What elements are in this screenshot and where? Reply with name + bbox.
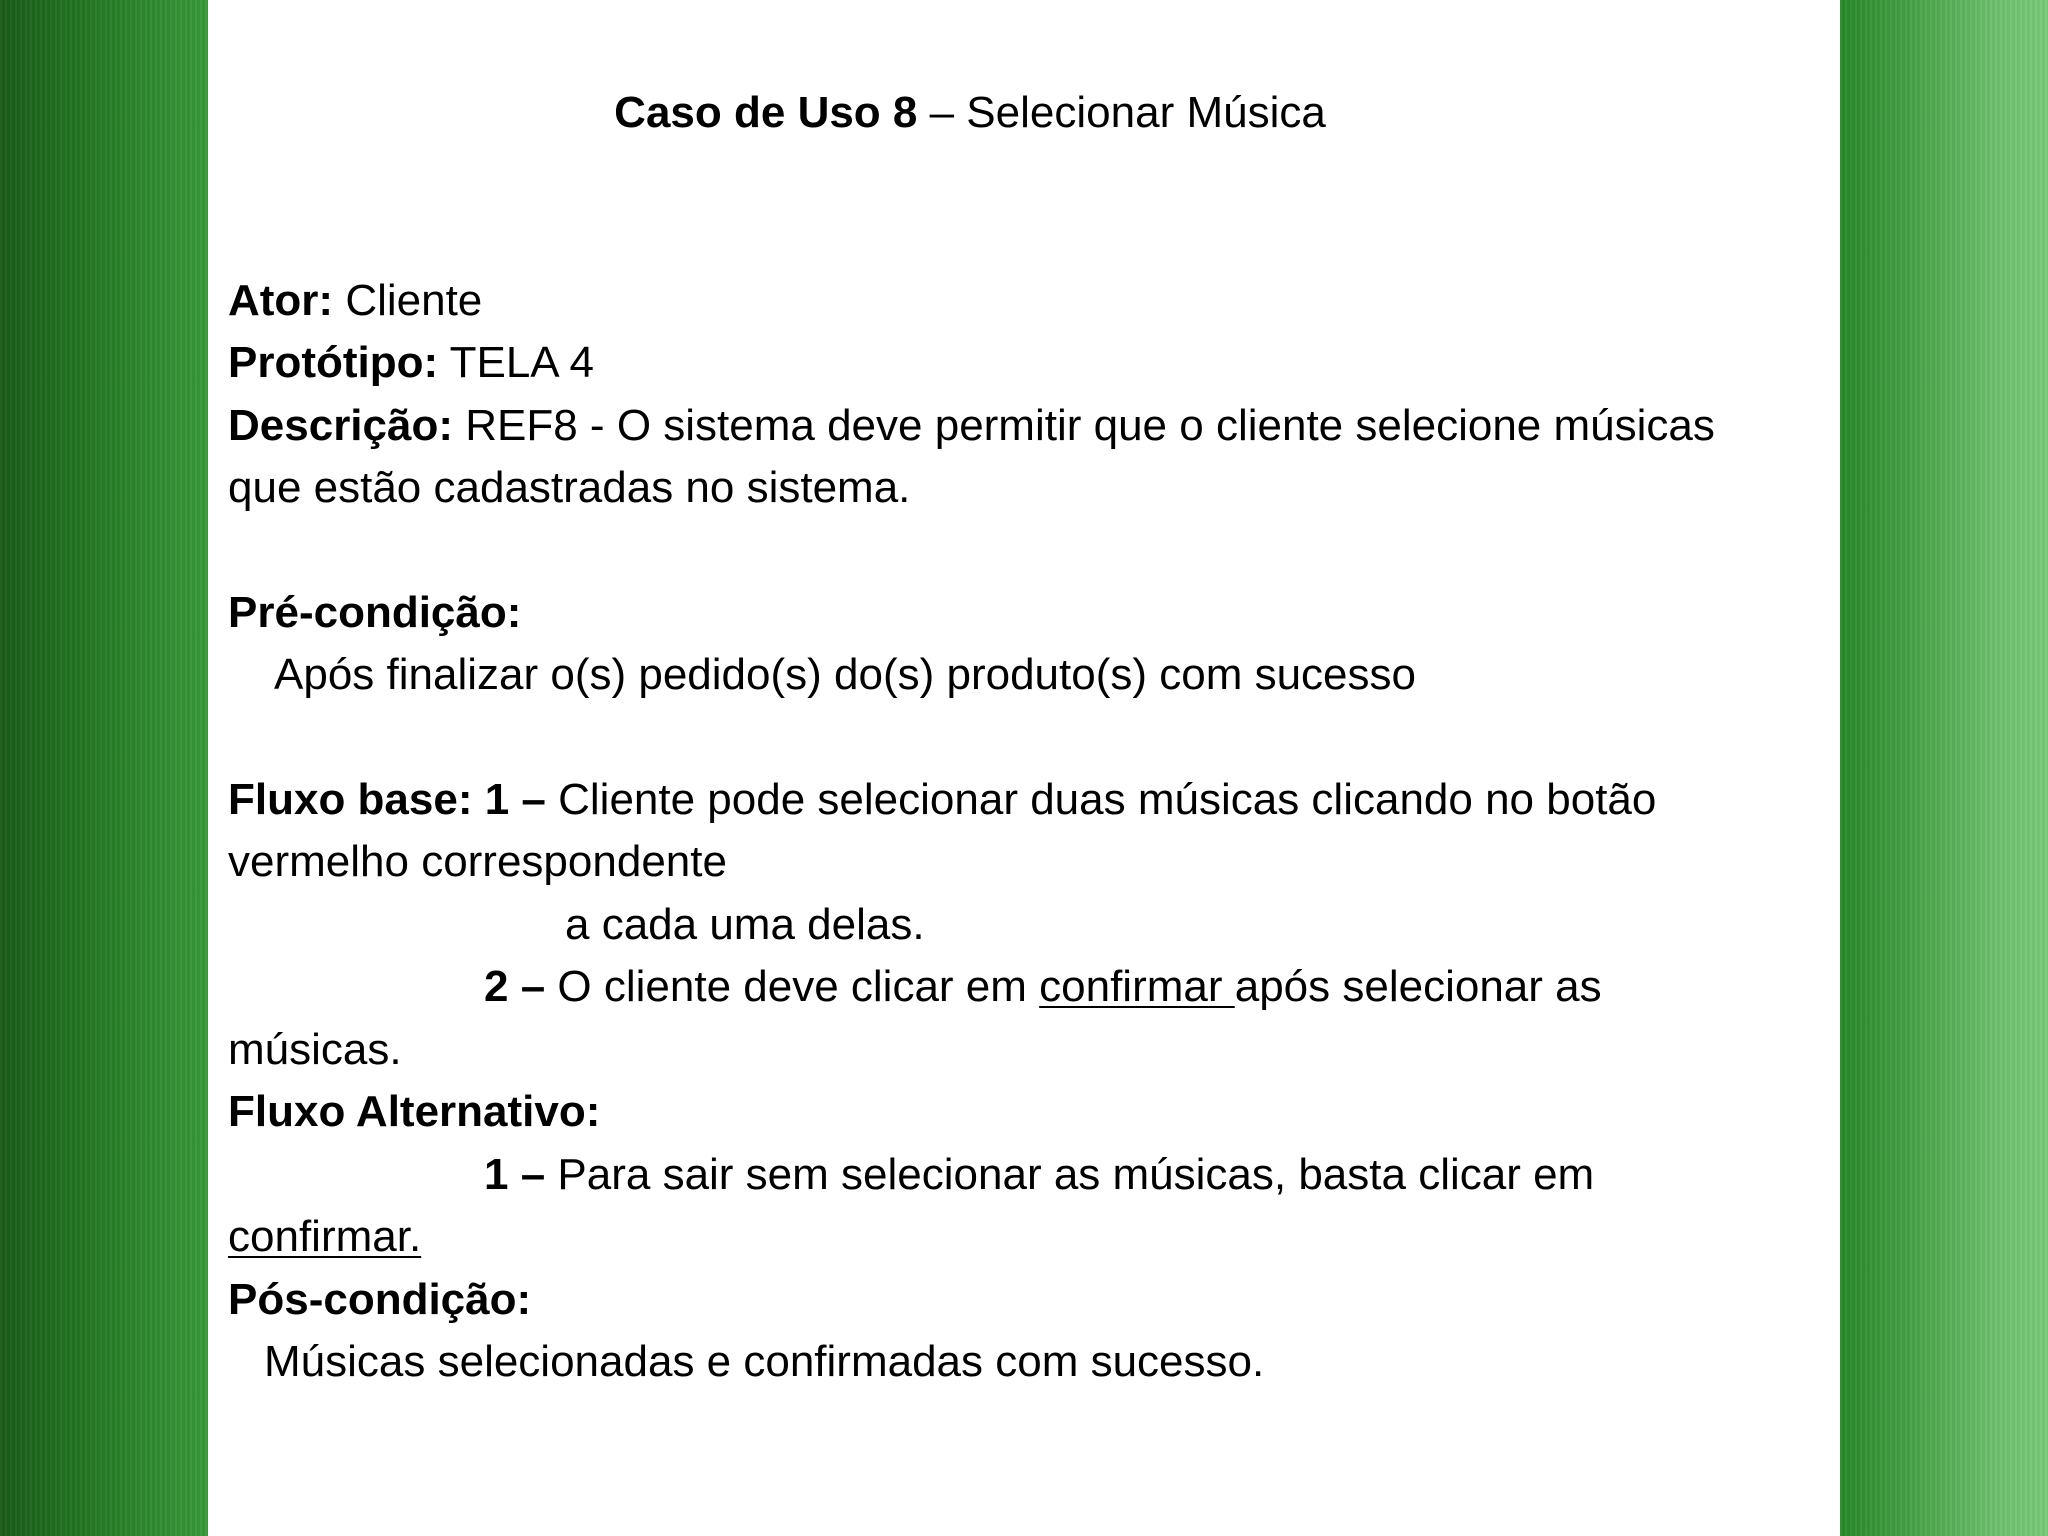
confirmar-link: confirmar — [1039, 962, 1235, 1011]
fluxo-base-line-3 — [565, 896, 925, 954]
page-title — [208, 84, 1732, 142]
descricao-text-2: que estão cadastradas no sistema. — [228, 463, 911, 512]
prototipo-value: TELA 4 — [438, 338, 594, 387]
pos-condicao-value: Músicas selecionadas e confirmadas com sucesso. — [264, 1337, 1265, 1386]
pos-condicao-heading — [228, 1271, 531, 1329]
ator-value: Cliente — [333, 276, 483, 325]
prototipo-line — [228, 334, 594, 392]
title-bold: Caso de Uso 8 — [614, 88, 918, 137]
pre-condicao-label: Pré-condição: — [228, 588, 522, 637]
fluxo-base-line-2 — [228, 833, 727, 891]
fluxo-base-step1-text: Cliente pode selecionar duas músicas clicando no botão — [545, 775, 1657, 824]
fluxo-alternativo-step1-line — [484, 1146, 1594, 1204]
descricao-line-2 — [228, 459, 910, 517]
fluxo-alternativo-label: Fluxo Alternativo: — [228, 1087, 601, 1136]
fluxo-base-label: Fluxo base: 1 – — [228, 775, 546, 824]
title-rest: – Selecionar Música — [917, 88, 1326, 137]
fluxo-alternativo-step1-text: Para sair sem selecionar as músicas, basta clicar em — [545, 1150, 1595, 1199]
prototipo-label: Protótipo: — [228, 338, 439, 387]
ator-line — [228, 272, 482, 330]
ator-label: Ator: — [228, 276, 334, 325]
fluxo-base-step2-line — [484, 958, 1602, 1016]
fluxo-base-step2-text-2: músicas. — [228, 1025, 402, 1074]
fluxo-base-step2-num: 2 – — [484, 962, 546, 1011]
fluxo-base-step1-text-3: a cada uma delas. — [565, 900, 925, 949]
pre-condicao-line — [274, 646, 1416, 704]
descricao-label: Descrição: — [228, 401, 454, 450]
fluxo-alternativo-step1-line-2 — [228, 1208, 421, 1266]
pos-condicao-label: Pós-condição: — [228, 1275, 532, 1324]
pre-condicao-value: Após finalizar o(s) pedido(s) do(s) produto(s) com sucesso — [274, 650, 1417, 699]
descricao-line-1 — [228, 397, 1715, 455]
fluxo-base-step2-post: após selecionar as — [1234, 962, 1602, 1011]
fluxo-base-step2-line-2 — [228, 1021, 402, 1079]
fluxo-base-line-1 — [228, 771, 1656, 829]
left-green-border — [0, 0, 208, 1536]
fluxo-base-step1-text-2: vermelho correspondente — [228, 837, 727, 886]
fluxo-alternativo-step1-num: 1 – — [484, 1150, 546, 1199]
fluxo-base-step2-pre: O cliente deve clicar em — [545, 962, 1040, 1011]
right-green-border — [1840, 0, 2048, 1536]
descricao-text-1: REF8 - O sistema deve permitir que o cliente selecione músicas — [453, 401, 1715, 450]
pre-condicao-heading — [228, 584, 521, 642]
confirmar-link-2: confirmar. — [228, 1212, 422, 1261]
fluxo-alternativo-heading — [228, 1083, 600, 1141]
document-page — [208, 0, 1840, 1536]
pos-condicao-line — [264, 1333, 1264, 1391]
